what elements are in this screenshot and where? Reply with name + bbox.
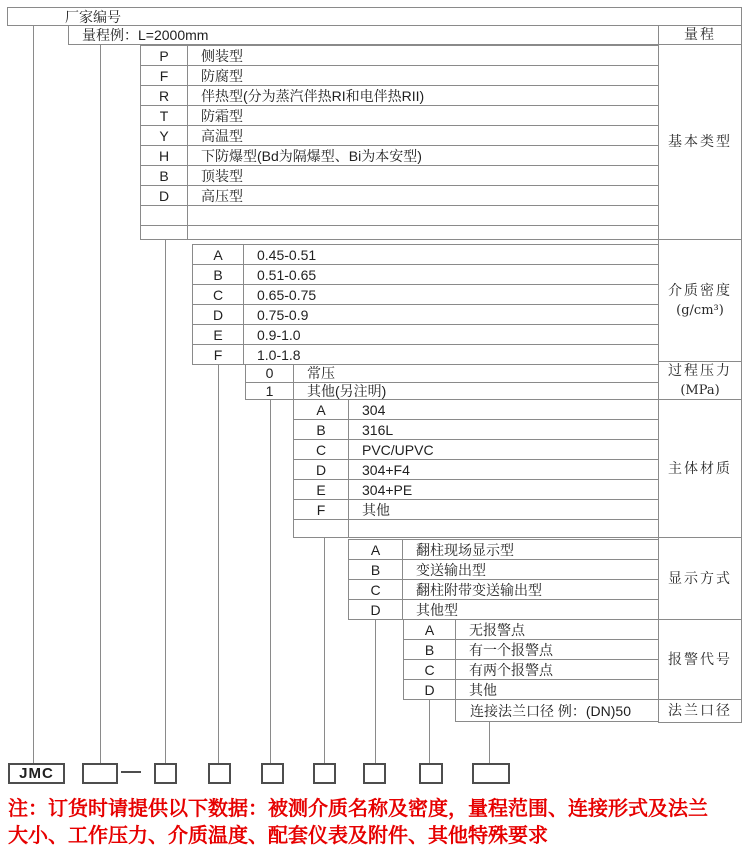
code-cell: E — [193, 325, 244, 344]
table-row — [294, 440, 658, 460]
body-material-table — [293, 399, 658, 538]
table-row — [246, 383, 658, 401]
description-cell: 有两个报警点 — [469, 661, 553, 678]
table-row — [193, 245, 658, 265]
code-cell: R — [141, 86, 188, 105]
material-code-box — [313, 763, 336, 784]
code-cell: D — [141, 186, 188, 205]
table-row — [141, 186, 658, 206]
basic-type-code-box — [154, 763, 177, 784]
code-cell: Y — [141, 126, 188, 145]
description-cell: 0.65-0.75 — [257, 286, 317, 303]
table-row — [349, 560, 658, 580]
description-cell: 其他 — [469, 681, 497, 698]
connector-material — [324, 538, 325, 764]
table-row — [141, 106, 658, 126]
ordering-note-line1: 注：订货时请提供以下数据：被测介质名称及密度，量程范围、连接形式及法兰 — [8, 798, 708, 820]
description-cell: 0.75-0.9 — [257, 306, 309, 323]
category-label-text: 过程压力 — [668, 362, 732, 379]
category-label-unit: (g/cm³) — [676, 302, 724, 318]
description-cell — [188, 226, 658, 239]
range-code-box — [82, 763, 118, 784]
description-cell: 0.45-0.51 — [257, 246, 317, 263]
description-cell: 304 — [362, 401, 386, 418]
ordering-note-line2: 大小、工作压力、介质温度、配套仪表及附件、其他特殊要求 — [8, 825, 548, 845]
display-code-box — [363, 763, 386, 784]
description-cell: 伴热型(分为蒸汽伴热RI和电伴热RII) — [201, 87, 425, 104]
dash-separator — [121, 771, 141, 773]
table-row — [193, 285, 658, 305]
description-cell: PVC/UPVC — [362, 441, 434, 458]
code-cell: C — [294, 440, 349, 459]
description-cell: 0.9-1.0 — [257, 326, 301, 343]
category-label-text: 基本类型 — [668, 134, 732, 150]
flange-diameter-row — [455, 699, 658, 722]
code-cell — [141, 226, 188, 239]
description-cell: 1.0-1.8 — [257, 346, 301, 363]
table-row — [246, 365, 658, 383]
connector-factory — [33, 25, 34, 764]
code-cell: F — [193, 345, 244, 364]
table-row — [294, 520, 658, 538]
model-prefix-text: JMC — [19, 765, 54, 782]
table-row — [294, 400, 658, 420]
table-row — [294, 480, 658, 500]
table-row — [193, 305, 658, 325]
pressure-code-box — [261, 763, 284, 784]
description-cell: 翻柱现场显示型 — [416, 541, 514, 558]
code-cell: C — [349, 580, 403, 599]
code-cell: H — [141, 146, 188, 165]
table-row — [193, 265, 658, 285]
table-row — [141, 146, 658, 166]
connector-flange — [489, 722, 490, 764]
code-cell: E — [294, 480, 349, 499]
description-cell — [188, 206, 658, 225]
table-row — [141, 166, 658, 186]
code-cell: D — [349, 600, 403, 619]
connector-pressure — [270, 400, 271, 764]
code-cell: B — [349, 560, 403, 579]
range-example-row — [68, 25, 659, 45]
code-cell: A — [294, 400, 349, 419]
category-label-cell — [659, 362, 741, 400]
code-cell: F — [141, 66, 188, 85]
table-row — [404, 640, 658, 660]
category-label-cell — [659, 400, 741, 538]
description-cell: 常压 — [307, 365, 335, 382]
category-label-text: 量程 — [684, 27, 716, 43]
ordering-note — [8, 796, 748, 845]
code-cell: C — [404, 660, 456, 679]
process-pressure-table — [245, 364, 658, 400]
table-row — [141, 66, 658, 86]
table-row — [141, 226, 658, 240]
code-cell: B — [193, 265, 244, 284]
code-cell — [294, 520, 349, 537]
code-cell: D — [193, 305, 244, 324]
table-row — [404, 620, 658, 640]
code-cell: B — [294, 420, 349, 439]
description-cell: 侧装型 — [201, 47, 243, 64]
table-row — [294, 500, 658, 520]
code-cell: B — [404, 640, 456, 659]
display-mode-table — [348, 539, 658, 620]
description-cell: 304+PE — [362, 481, 413, 498]
description-cell: 下防爆型(Bd为隔爆型、Bi为本安型) — [201, 147, 422, 164]
connector-density — [218, 365, 219, 764]
code-cell: 0 — [246, 365, 294, 382]
factory-number-label: 厂家编号 — [65, 8, 121, 25]
connector-display — [375, 620, 376, 764]
table-row — [349, 600, 658, 620]
description-cell: 顶装型 — [201, 167, 243, 184]
category-label-text: 报警代号 — [668, 651, 732, 668]
table-row — [404, 680, 658, 700]
description-cell — [349, 520, 658, 537]
category-label-text: 显示方式 — [668, 570, 732, 587]
code-cell: A — [193, 245, 244, 264]
connector-basic-type — [165, 240, 166, 764]
factory-number-row — [7, 7, 742, 26]
basic-type-table — [140, 45, 658, 240]
description-cell: 0.51-0.65 — [257, 266, 317, 283]
code-cell: A — [349, 540, 403, 559]
code-cell: A — [404, 620, 456, 639]
table-row — [294, 420, 658, 440]
table-row — [193, 345, 658, 365]
table-row — [141, 46, 658, 66]
category-label-cell — [659, 620, 741, 700]
medium-density-table — [192, 244, 658, 365]
category-label-cell — [659, 240, 741, 362]
code-cell: P — [141, 46, 188, 65]
code-cell: C — [193, 285, 244, 304]
description-cell: 304+F4 — [362, 461, 410, 478]
code-cell: D — [294, 460, 349, 479]
code-cell: T — [141, 106, 188, 125]
description-cell: 其他型 — [416, 601, 458, 618]
description-cell: 其他 — [362, 501, 390, 518]
code-cell: B — [141, 166, 188, 185]
connector-alarm — [429, 700, 430, 764]
code-cell: F — [294, 500, 349, 519]
category-label-text: 介质密度 — [668, 282, 732, 299]
table-row — [141, 206, 658, 226]
table-row — [294, 460, 658, 480]
category-label-column — [658, 25, 742, 723]
description-cell: 防霜型 — [201, 107, 243, 124]
model-prefix-box — [8, 763, 65, 784]
description-cell: 高温型 — [201, 127, 243, 144]
alarm-code-box — [419, 763, 443, 784]
flange-diameter-text: 连接法兰口径 例：(DN)50 — [470, 702, 632, 719]
description-cell: 316L — [362, 421, 394, 438]
table-row — [141, 86, 658, 106]
connector-range — [100, 45, 101, 764]
description-cell: 变送输出型 — [416, 561, 486, 578]
category-label-text: 主体材质 — [668, 460, 732, 477]
category-label-cell — [659, 700, 741, 722]
range-example-text: 量程例：L=2000mm — [82, 27, 209, 43]
description-cell: 高压型 — [201, 187, 243, 204]
table-row — [141, 126, 658, 146]
code-cell: D — [404, 680, 456, 699]
category-label-unit: (MPa) — [680, 382, 720, 398]
table-row — [404, 660, 658, 680]
table-row — [349, 580, 658, 600]
code-cell: 1 — [246, 383, 294, 400]
alarm-code-table — [403, 619, 658, 700]
category-label-text: 法兰口径 — [668, 703, 732, 719]
description-cell: 其他(另注明) — [307, 382, 387, 399]
density-code-box — [208, 763, 231, 784]
code-cell — [141, 206, 188, 225]
table-row — [349, 540, 658, 560]
description-cell: 防腐型 — [201, 67, 243, 84]
category-label-cell — [659, 26, 741, 45]
category-label-cell — [659, 45, 741, 240]
description-cell: 翻柱附带变送输出型 — [416, 581, 542, 598]
category-label-cell — [659, 538, 741, 620]
description-cell: 有一个报警点 — [469, 641, 553, 658]
description-cell: 无报警点 — [469, 621, 525, 638]
table-row — [193, 325, 658, 345]
flange-code-box — [472, 763, 510, 784]
